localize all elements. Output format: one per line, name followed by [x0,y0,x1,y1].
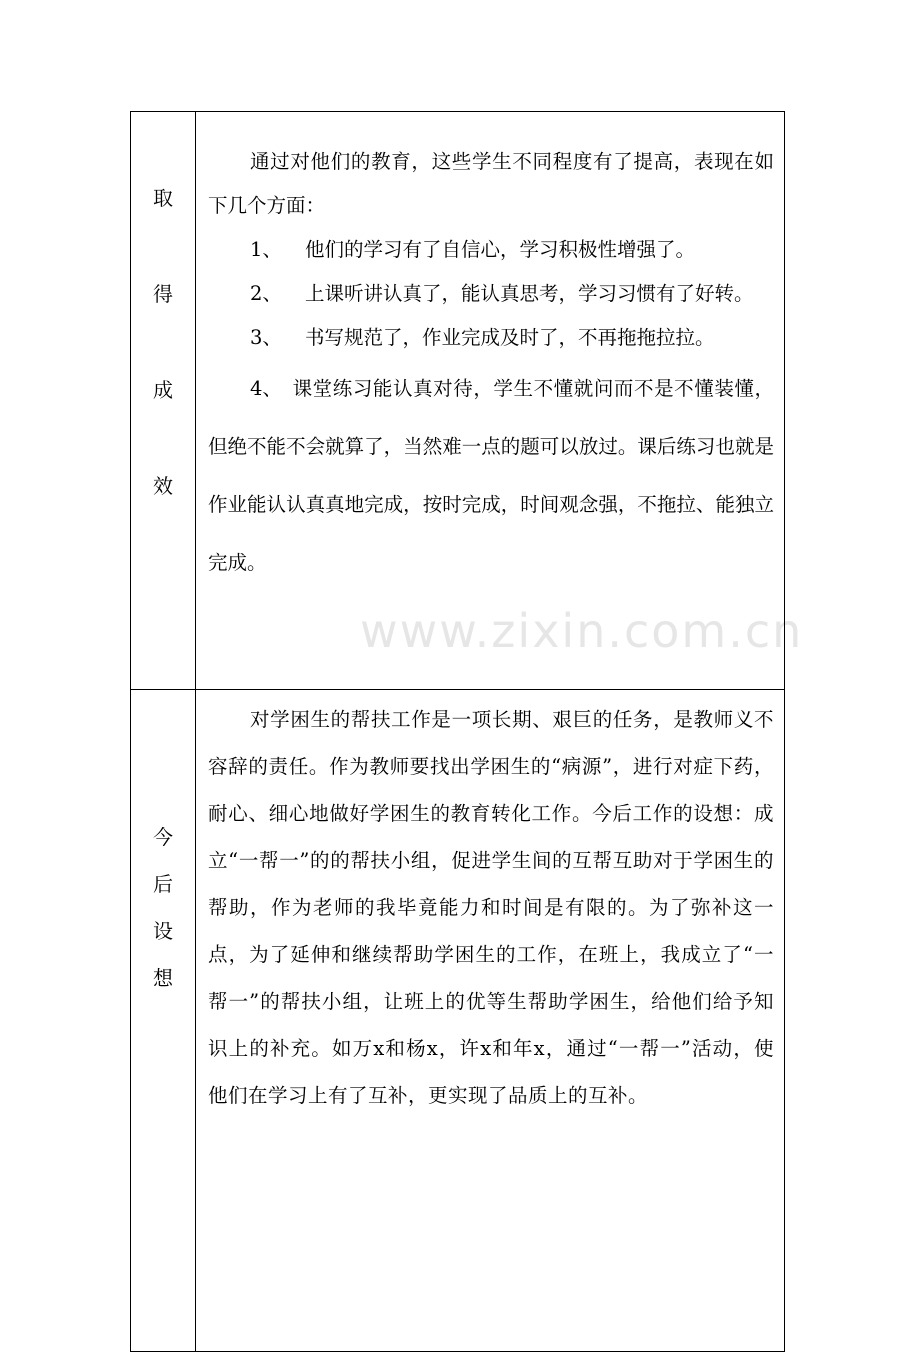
label-char: 后 [153,872,173,896]
item-text: 课堂练习能认真对待，学生不懂就问而不是不懂装懂，但绝不能不会就算了，当然难一点的题可以放过。课后练习也就是作业能认认真真地完成，按时完成，时间观念强，不拖拉、能独立完成。 [208,377,774,574]
label-char: 想 [153,966,173,990]
intro-paragraph: 通过对他们的教育，这些学生不同程度有了提高，表现在如下几个方面： [208,150,774,217]
content-cell-achievements [196,112,785,690]
label-char: 取 [153,186,173,210]
label-char: 今 [153,825,173,849]
table-row-achievements [131,112,785,690]
item-text: 上课听讲认真了，能认真思考，学习习惯有了好转。 [305,282,754,305]
label-cell-future-plans [131,690,196,1352]
table-row-future-plans [131,690,785,1352]
list-item [208,228,774,272]
label-char: 成 [153,378,173,402]
content-cell-future-plans [196,690,785,1352]
report-table [130,111,785,1352]
plans-paragraph: 对学困生的帮扶工作是一项长期、艰巨的任务，是教师义不容辞的责任。作为教师要找出学困生的“病源”，进行对症下药，耐心、细心地做好学困生的教育转化工作。今后工作的设想：成立“一帮一”的的帮扶小组，促进学生间的互帮互助对于学困生的帮助，作为老师的我毕竟能力和时间是有限的。为了弥补这一点，为了延伸和继续帮助学困生的工作，在班上，我成立了“一帮一”的帮扶小组，让班上的优等生帮助学困生，给他们给予知识上的补充。如万x和杨x，许x和年x，通过“一帮一”活动，使他们在学习上有了互补，更实现了品质上的互补。 [208,708,774,1107]
label-char: 得 [153,282,173,306]
label-cell-achievements [131,112,196,690]
label-char: 设 [153,919,173,943]
item-text: 书写规范了，作业完成及时了，不再拖拖拉拉。 [305,326,715,349]
item-number: 1、 [250,238,282,261]
item-text: 他们的学习有了自信心，学习积极性增强了。 [305,238,696,261]
watermark: www.zixin.com.cn [360,604,804,658]
list-item [208,316,774,360]
label-char: 效 [153,474,173,498]
item-number: 4、 [250,377,282,400]
list-item [208,360,774,592]
list-item [208,272,774,316]
item-number: 3、 [250,326,282,349]
item-number: 2、 [250,282,282,305]
